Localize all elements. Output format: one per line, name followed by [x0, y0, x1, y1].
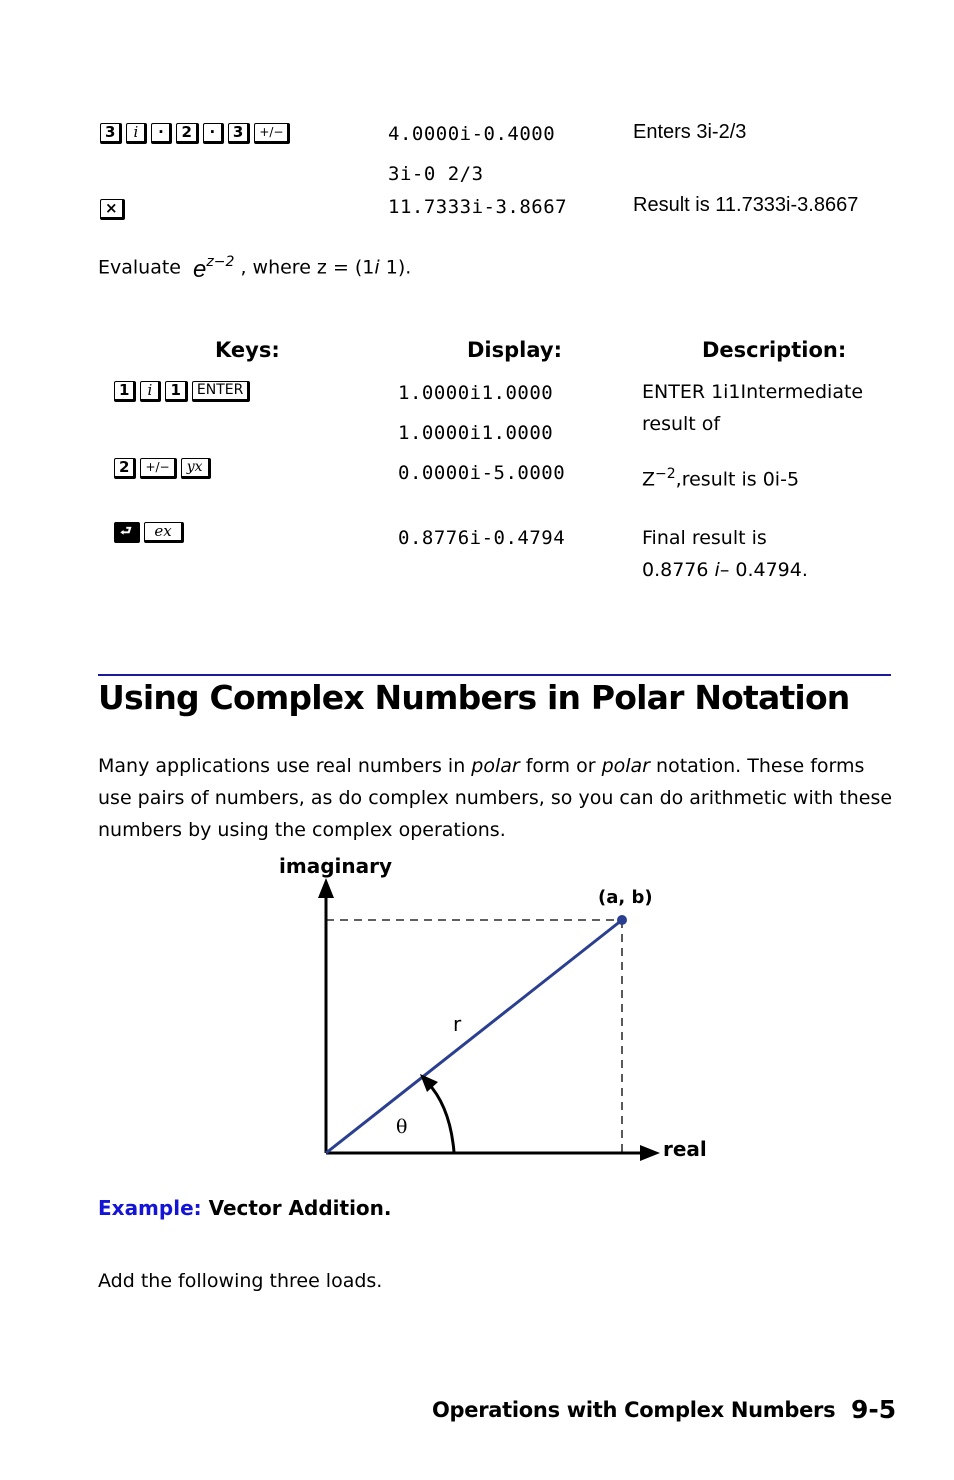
paragraph-line-2: use pairs of numbers, as do complex numbers, so you can do arithmetic with these — [98, 787, 893, 809]
radius-label: r — [453, 1012, 462, 1036]
key-2[interactable]: 2 — [114, 458, 136, 479]
key-plus-minus[interactable]: +/− — [140, 458, 176, 479]
key-enter[interactable]: ENTER — [192, 381, 250, 402]
footer-chapter: Operations with Complex Numbers — [432, 1398, 836, 1422]
keys-row-c — [114, 522, 188, 543]
para-italic-polar: polar — [601, 755, 650, 777]
para-text: Many applications use real numbers in — [98, 755, 472, 777]
keys-row-1 — [100, 123, 294, 144]
section-paragraph — [98, 750, 898, 846]
description-z-exp: −2 — [655, 466, 676, 482]
description-row-a2: result of — [642, 413, 721, 435]
real-axis-arrow — [640, 1145, 660, 1161]
key-i[interactable]: i — [140, 381, 161, 402]
evaluate-exponent: z−2 — [206, 254, 235, 270]
paragraph-line-1 — [98, 750, 898, 782]
description-value-a: 0.8776 — [642, 559, 715, 581]
imaginary-axis-label: imaginary — [279, 854, 392, 878]
keys-header: Keys: — [215, 338, 280, 362]
example-heading — [98, 1196, 392, 1220]
para-italic-polar: polar — [471, 755, 520, 777]
section-title: Using Complex Numbers in Polar Notation — [98, 678, 850, 717]
closing-text: Add the following three loads. — [98, 1270, 383, 1292]
evaluate-base: e — [193, 256, 207, 284]
right-shift-key[interactable]: ⮐ — [114, 522, 140, 543]
evaluate-suffix: , where z = (1 — [240, 256, 375, 279]
real-axis-label: real — [663, 1137, 707, 1161]
display-row-c: 0.8776i-0.4794 — [398, 527, 566, 549]
key-3[interactable]: 3 — [228, 123, 250, 144]
key-1[interactable]: 1 — [165, 381, 187, 402]
footer-page-number: 9-5 — [851, 1395, 897, 1424]
description-value-i: i — [714, 559, 720, 581]
key-plus-minus[interactable]: +/− — [254, 123, 290, 144]
evaluate-prefix: Evaluate — [98, 256, 181, 279]
display-row-a: 1.0000i1.0000 — [398, 382, 554, 404]
display-row-1b: 3i-0 2/3 — [388, 163, 484, 185]
description-row-b — [642, 458, 799, 495]
section-rule — [98, 674, 891, 676]
key-1[interactable]: 1 — [114, 381, 136, 402]
description-row-a: ENTER 1i1Intermediate — [642, 381, 864, 403]
point-label: (a, b) — [598, 887, 653, 908]
description-z: Z — [642, 468, 656, 491]
description-result: ,result is 0i-5 — [675, 468, 800, 491]
display-row-2: 11.7333i-3.8667 — [388, 196, 568, 218]
display-row-b: 0.0000i-5.0000 — [398, 462, 566, 484]
key-multiply[interactable]: × — [100, 199, 125, 220]
key-i[interactable]: i — [126, 123, 147, 144]
key-e-power-x[interactable]: ex — [144, 522, 184, 543]
evaluate-line — [98, 246, 411, 283]
vector-line — [326, 920, 622, 1153]
angle-arc-arrow — [420, 1074, 438, 1092]
description-row-c: Final result is — [642, 527, 767, 549]
key-2[interactable]: 2 — [176, 123, 198, 144]
display-header: Display: — [467, 338, 562, 362]
vector-endpoint — [617, 915, 627, 925]
description-row-c2 — [642, 554, 808, 586]
keys-row-2 — [100, 199, 129, 220]
description-row-1: Enters 3i-2/3 — [633, 121, 747, 143]
keys-row-b — [114, 458, 215, 479]
key-dot[interactable]: · — [203, 123, 224, 144]
keys-row-a — [114, 381, 254, 402]
key-y-power-x[interactable]: yx — [181, 458, 211, 479]
polar-diagram — [300, 870, 680, 1170]
key-dot[interactable]: · — [151, 123, 172, 144]
evaluate-i: i — [374, 256, 380, 279]
para-text: notation. These forms — [649, 755, 865, 777]
evaluate-end: 1). — [379, 256, 412, 279]
display-row-1: 4.0000i-0.4000 — [388, 123, 556, 145]
angle-label: θ — [396, 1116, 408, 1138]
example-title: Vector Addition. — [201, 1196, 392, 1220]
paragraph-line-3: numbers by using the complex operations. — [98, 819, 506, 841]
display-row-a2: 1.0000i1.0000 — [398, 422, 554, 444]
angle-arc — [427, 1082, 454, 1152]
example-label: Example: — [98, 1196, 202, 1220]
para-text: form or — [519, 755, 602, 777]
key-3[interactable]: 3 — [100, 123, 122, 144]
description-value-b: – 0.4794. — [719, 559, 808, 581]
imaginary-axis-arrow — [318, 878, 334, 898]
description-header: Description: — [702, 338, 847, 362]
description-row-2: Result is 11.7333i-3.8667 — [633, 194, 859, 216]
